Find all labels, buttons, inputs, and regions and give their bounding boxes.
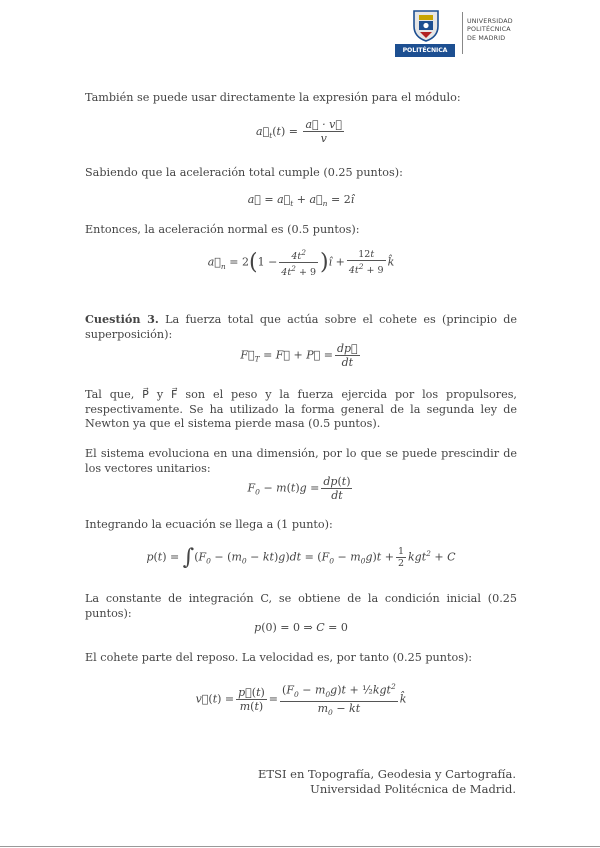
equation-momentum: $p(t) = \int(F_0 - (m_0 - kt)g)dt = (F_0 - m_0g)t$ + $\frac{1}{2}$ kgt$^2$ + C: [146, 545, 456, 570]
paragraph-velocity: El cohete parte del reposo. La velocidad es, por tanto (0.25 puntos):: [85, 651, 473, 664]
paragraph-constant: La constante de integración C, se obtiene de la condición inicial (0.25 puntos):: [85, 592, 517, 620]
uni-line-3: DE MADRID: [467, 34, 506, 42]
paragraph-modulo: También se puede usar directamente la expresión para el módulo:: [85, 91, 461, 104]
question-3-label: Cuestión 3.: [85, 312, 159, 326]
equation-tangential-accel: $a⃗_t(t)$ = $\frac{a⃗ \cdot v⃗}{v}$: [256, 118, 342, 145]
paragraph-integration: Integrando la ecuación se llega a (1 punto):: [85, 518, 333, 531]
uni-line-2: POLITÉCNICA: [467, 26, 511, 34]
paragraph-one-dimension: El sistema evoluciona en una dimensión, por lo que se puede prescindir de los vectores unitarios:: [85, 447, 517, 475]
paragraph-forces: Tal que, P⃗ y F⃗ son el peso y la fuerza ejercida por los propulsores, respectivamente. Se ha utilizado la forma general de la segunda ley de Newton ya que el sistema pierde masa (0.5 puntos).: [85, 388, 517, 431]
logo-band: POLITÉCNICA: [395, 44, 455, 57]
equation-initial-condition: p(0) = 0 ⇒ C = 0: [254, 621, 348, 634]
crest-icon: [411, 8, 441, 42]
equation-velocity: v⃗(t) = $\frac{p⃗(t)}{m(t)}$ = $\frac{(F_0 - m_0g)t + \frac{1}{2}kgt^2}{m_0 - kt}$ k̂: [195, 682, 407, 718]
equation-one-dimension: $F_0 - m(t)g$ = $\frac{dp(t)}{dt}$: [247, 475, 351, 502]
university-name: [467, 18, 513, 43]
question-3-text: La fuerza total que actúa sobre el cohete es (principio de superposición):: [85, 313, 518, 341]
equation-total-accel: a⃗ = $a⃗_t$ + $a⃗_n$ = 2î: [247, 193, 355, 209]
upm-logo: [395, 8, 458, 58]
equation-normal-accel: $a⃗_n = 2(1$ − $\frac{4t^2}{4t^2 + 9}$ )î + $\frac{12t}{4t^2 + 9}$ k̂: [207, 248, 395, 279]
footer: [258, 767, 516, 797]
footer-line-1: ETSI en Topografía, Geodesia y Cartografía.: [258, 767, 516, 781]
uni-line-1: UNIVERSIDAD: [467, 18, 513, 25]
page-bottom-rule: [0, 846, 600, 847]
paragraph-total-accel: Sabiendo que la aceleración total cumple (0.25 puntos):: [85, 166, 403, 179]
logo-divider: [462, 12, 463, 54]
equation-total-force: $F⃗_T$ = F⃗ + P⃗ = $\frac{dp⃗}{dt}$: [240, 342, 358, 369]
paragraph-normal-accel: Entonces, la aceleración normal es (0.5 puntos):: [85, 223, 360, 236]
paragraph-cuestion-3: [85, 312, 517, 342]
footer-line-2: Universidad Politécnica de Madrid.: [310, 782, 516, 796]
